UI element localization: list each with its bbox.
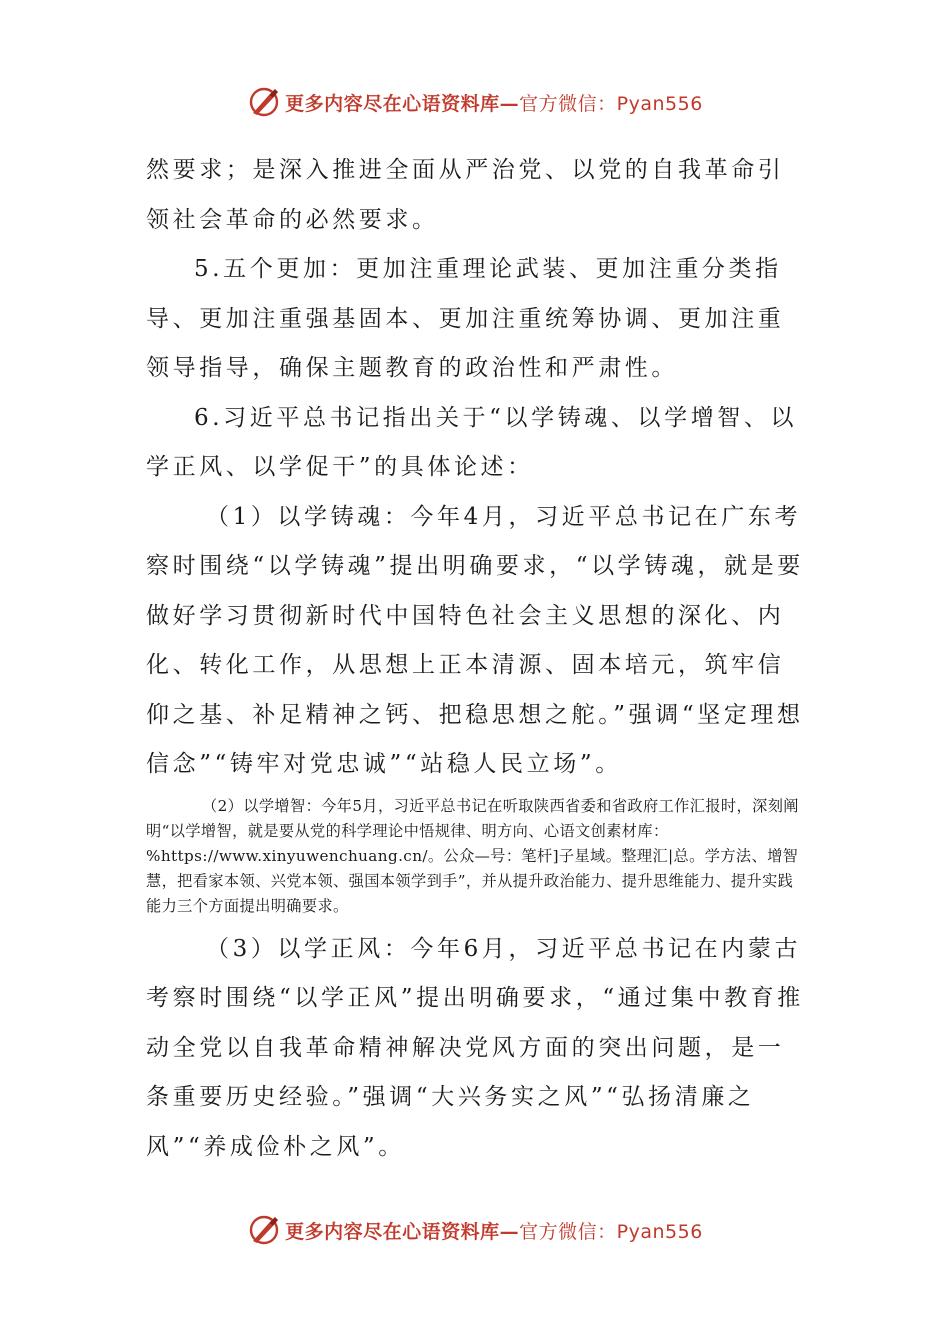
pen-circle-icon bbox=[247, 85, 281, 119]
paragraph-5-small: （2）以学增智：今年5月，习近平总书记在听取陕西省委和省政府工作汇报时，深刻阐明“以学增智，就是要从党的科学理论中悟规律、明方向、心语文创素材库：%https://www.xinyuwenchuang.cn/。公众—号：笔杆]子星域。整理汇|总。学方法、增智慧，把看家本领、兴党本领、强国本领学到手”，并从提升政治能力、提升思维能力、提升实践能力三个方面提出明确要求。 bbox=[146, 796, 799, 915]
footer-wechat: 官方微信：Pyan556 bbox=[519, 1220, 703, 1243]
paragraph-6: （3）以学正风：今年6月，习近平总书记在内蒙古考察时围绕“以学正风”提出明确要求，“通过集中教育推动全党以自我革命精神解决党风方面的突出问题，是一条重要历史经验。”强调“大兴务实之风”“弘扬清廉之风”“养成俭朴之风”。 bbox=[146, 935, 804, 1160]
header-banner bbox=[0, 82, 950, 122]
footer-banner bbox=[0, 1210, 950, 1250]
paragraph-3: 6.习近平总书记指出关于“以学铸魂、以学增智、以学正风、以学促干”的具体论述： bbox=[146, 404, 798, 480]
header-banner-text bbox=[285, 89, 703, 116]
body-text bbox=[146, 146, 806, 1172]
footer-banner-text bbox=[285, 1217, 703, 1244]
header-banner-dash: — bbox=[499, 92, 520, 115]
footer-banner-main: 更多内容尽在心语资料库 bbox=[285, 1220, 500, 1243]
paragraph-4: （1）以学铸魂：今年4月，习近平总书记在广东考察时围绕“以学铸魂”提出明确要求，“以学铸魂，就是要做好学习贯彻新时代中国特色社会主义思想的深化、内化、转化工作，从思想上正本清源、固本培元，筑牢信仰之基、补足精神之钙、把稳思想之舵。”强调“坚定理想信念”“铸牢对党忠诚”“站稳人民立场”。 bbox=[146, 503, 804, 777]
footer-banner-dash: — bbox=[499, 1220, 520, 1243]
pen-circle-icon bbox=[247, 1213, 281, 1247]
paragraph-1: 然要求；是深入推进全面从严治党、以党的自我革命引领社会革命的必然要求。 bbox=[146, 157, 785, 233]
header-wechat: 官方微信：Pyan556 bbox=[519, 92, 703, 115]
header-banner-main: 更多内容尽在心语资料库 bbox=[285, 92, 500, 115]
paragraph-2: 5.五个更加：更加注重理论武装、更加注重分类指导、更加注重强基固本、更加注重统筹协调、更加注重领导指导，确保主题教育的政治性和严肃性。 bbox=[146, 256, 785, 381]
